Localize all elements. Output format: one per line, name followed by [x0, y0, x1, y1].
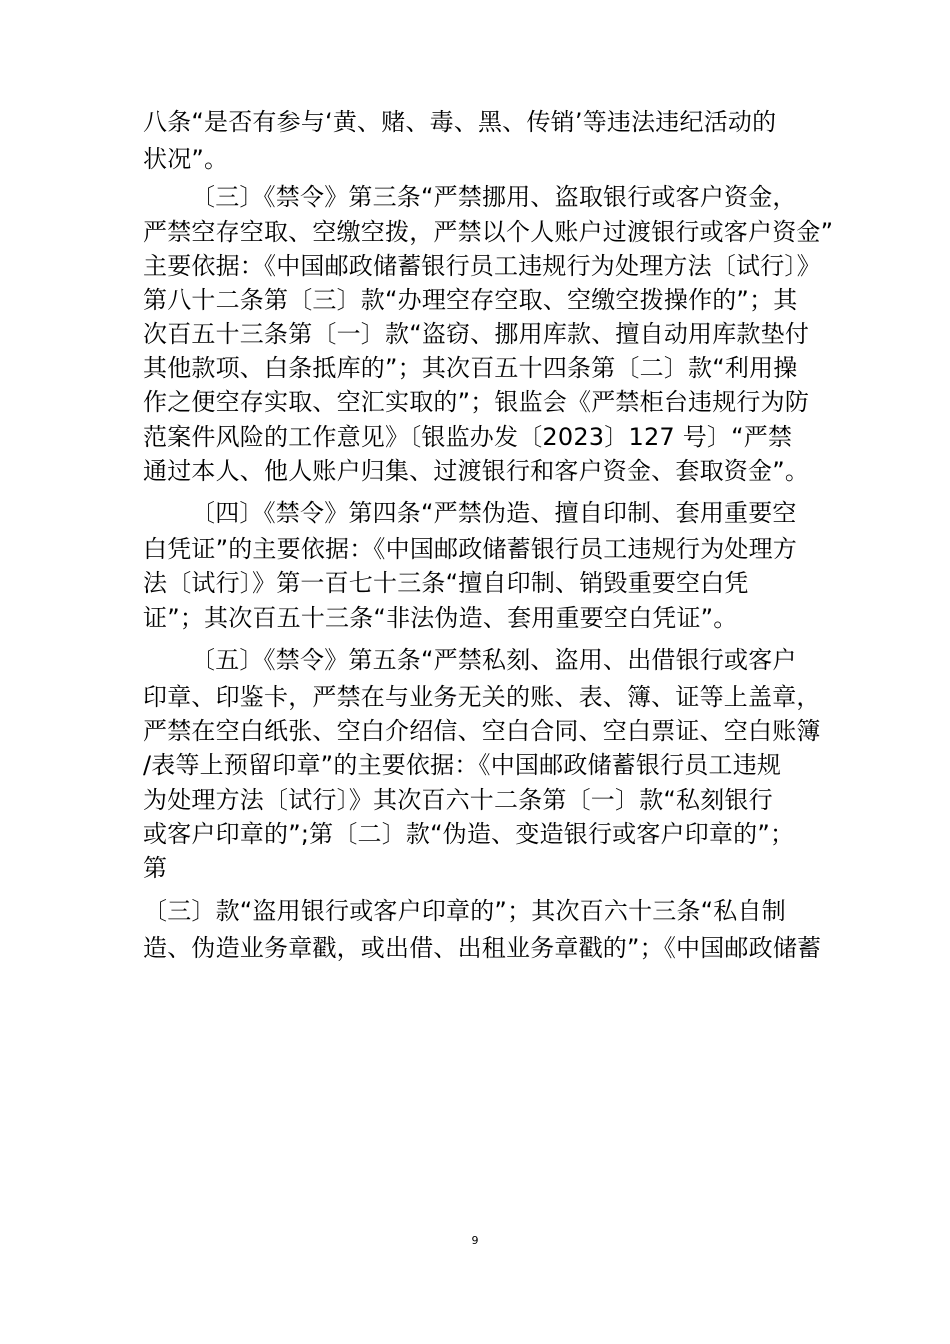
text-line: 〔三〕款“盗用银行或客户印章的”；其次百六十三条“私自制	[143, 897, 786, 925]
text-line: 范案件风险的工作意见》〔银监办发〔2023〕127 号〕“严禁	[143, 423, 793, 451]
page-number: 9	[471, 1234, 479, 1247]
paragraph-3-start: 〔三〕《禁令》第三条“严禁挪用、盗取银行或客户资金，	[191, 183, 797, 211]
text-line: 其他款项、白条抵库的”；其次百五十四条第〔二〕款“利用操	[143, 354, 798, 382]
text-line: 第	[143, 854, 168, 882]
text-line: 证”；其次百五十三条“非法伪造、套用重要空白凭证”。	[143, 604, 738, 632]
text-line: 法〔试行〕》第一百七十三条“擅自印制、销毁重要空白凭	[143, 569, 749, 597]
paragraph-5-start: 〔五〕《禁令》第五条“严禁私刻、盗用、出借银行或客户	[191, 646, 797, 674]
text-line: 为处理方法〔试行〕》其次百六十二条第〔一〕款“私刻银行	[143, 786, 773, 814]
text-line: 八条“是否有参与‘黄、赌、毒、黑、传销’等违法违纪活动的	[143, 108, 777, 136]
text-line: 次百五十三条第〔一〕款“盗窃、挪用库款、擅自动用库款垫付	[143, 320, 810, 348]
text-line: 造、伪造业务章戳，或出借、出租业务章戳的”；《中国邮政储蓄	[143, 934, 822, 962]
text-line: 主要依据：《中国邮政储蓄银行员工违规行为处理方法〔试行〕》	[143, 252, 821, 280]
text-line: 印章、印鉴卡，严禁在与业务无关的账、表、簿、证等上盖章，	[143, 683, 821, 711]
text-line: 白凭证”的主要依据：《中国邮政储蓄银行员工违规行为处理方	[143, 535, 798, 563]
paragraph-4-start: 〔四〕《禁令》第四条“严禁伪造、擅自印制、套用重要空	[191, 499, 797, 527]
text-line: 严禁空存空取、空缴空拨，严禁以个人账户过渡银行或客户资金”	[143, 218, 834, 246]
text-line: 通过本人、他人账户归集、过渡银行和客户资金、套取资金”。	[143, 457, 810, 485]
text-line: 第八十二条第〔三〕款“办理空存空取、空缴空拨操作的”；其	[143, 286, 798, 314]
text-line: 作之便空存实取、空汇实取的”；银监会《严禁柜台违规行为防	[143, 388, 810, 416]
text-line: 严禁在空白纸张、空白介绍信、空白合同、空白票证、空白账簿	[143, 717, 821, 745]
text-line: /表等上预留印章”的主要依据：《中国邮政储蓄银行员工违规	[143, 751, 782, 779]
text-line: 或客户印章的”;第〔二〕款“伪造、变造银行或客户印章的”；	[143, 820, 795, 848]
text-line: 状况”。	[143, 145, 229, 173]
